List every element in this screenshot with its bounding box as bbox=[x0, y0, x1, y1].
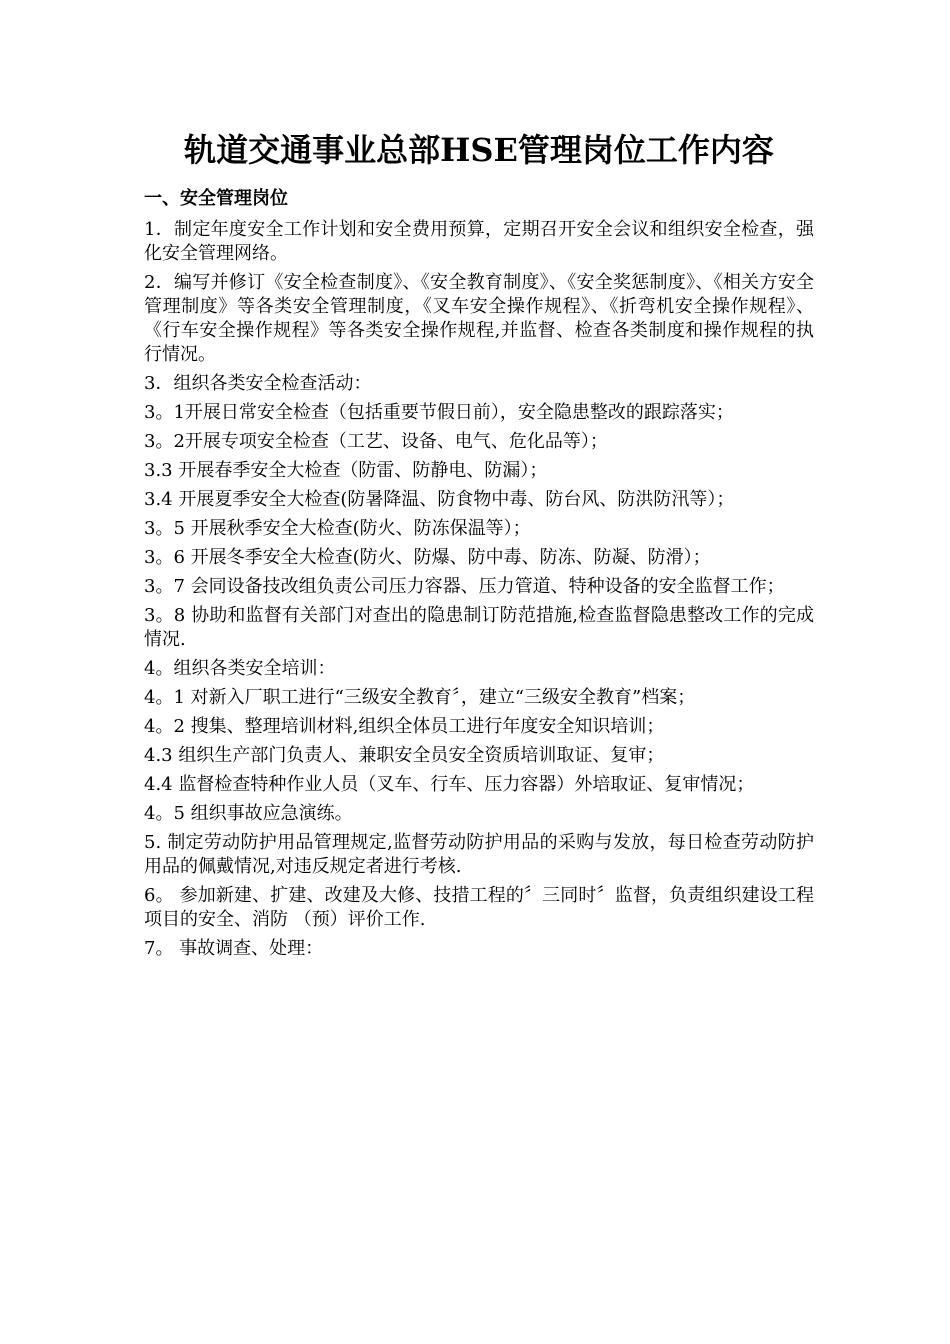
paragraph-1: 1．制定年度安全工作计划和安全费用预算，定期召开安全会议和组织安全检查，强化安全管理网络。 bbox=[144, 219, 814, 264]
paragraph-4: 4。组织各类安全培训： bbox=[144, 658, 336, 679]
document-page bbox=[144, 128, 814, 966]
paragraph-3-3: 3.3 开展春季安全大检查（防雷、防静电、防漏）； bbox=[144, 460, 548, 481]
paragraph-4-2: 4。2 搜集、整理培训材料,组织全体员工进行年度安全知识培训； bbox=[144, 716, 665, 737]
paragraph-4-4: 4.4 监督检查特种作业人员（叉车、行车、压力容器）外培取证、复审情况； bbox=[144, 774, 755, 795]
paragraph-4-1: 4。1 对新入厂职工进行“三级安全教育〞，建立“三级安全教育”档案； bbox=[144, 687, 696, 708]
paragraph-3-2: 3。2开展专项安全检查（工艺、设备、电气、危化品等）； bbox=[144, 431, 608, 452]
paragraph-6: 6。 参加新建、扩建、改建及大修、技措工程的〞三同时〞监督，负责组织建设工程项目的安全、消防 （预）评价工作. bbox=[144, 885, 814, 930]
section-heading: 一、安全管理岗位 bbox=[144, 188, 288, 209]
document-title: 轨道交通事业总部HSE管理岗位工作内容 bbox=[184, 131, 774, 169]
paragraph-3-1: 3。1开展日常安全检查（包括重要节假日前），安全隐患整改的跟踪落实； bbox=[144, 402, 734, 423]
paragraph-3-8: 3。8 协助和监督有关部门对查出的隐患制订防范措施,检查监督隐患整改工作的完成情况. bbox=[144, 605, 814, 650]
paragraph-4-3: 4.3 组织生产部门负责人、兼职安全员安全资质培训取证、复审； bbox=[144, 745, 665, 766]
paragraph-3-6: 3。6 开展冬季安全大检查(防火、防爆、防中毒、防冻、防凝、防滑）； bbox=[144, 547, 711, 568]
paragraph-7: 7。 事故调查、处理： bbox=[144, 938, 324, 959]
paragraph-4-5: 4。5 组织事故应急演练。 bbox=[144, 803, 353, 824]
paragraph-5: 5. 制定劳动防护用品管理规定,监督劳动防护用品的采购与发放，每日检查劳动防护用品的佩戴情况,对违反规定者进行考核. bbox=[144, 832, 814, 877]
paragraph-3-4: 3.4 开展夏季安全大检查(防暑降温、防食物中毒、防台风、防洪防汛等）； bbox=[144, 489, 735, 510]
paragraph-3-5: 3。5 开展秋季安全大检查(防火、防冻保温等）； bbox=[144, 518, 531, 539]
paragraph-3-7: 3。7 会同设备技改组负责公司压力容器、压力管道、特种设备的安全监督工作； bbox=[144, 576, 785, 597]
paragraph-3: 3．组织各类安全检查活动： bbox=[144, 373, 372, 394]
paragraph-2: 2．编写并修订《安全检查制度》、《安全教育制度》、《安全奖惩制度》、《相关方安全管理制度》等各类安全管理制度，《叉车安全操作规程》、《折弯机安全操作规程》、《行车安全操作规程》等各类安全操作规程,并监督、检查各类制度和操作规程的执行情况。 bbox=[144, 272, 814, 365]
